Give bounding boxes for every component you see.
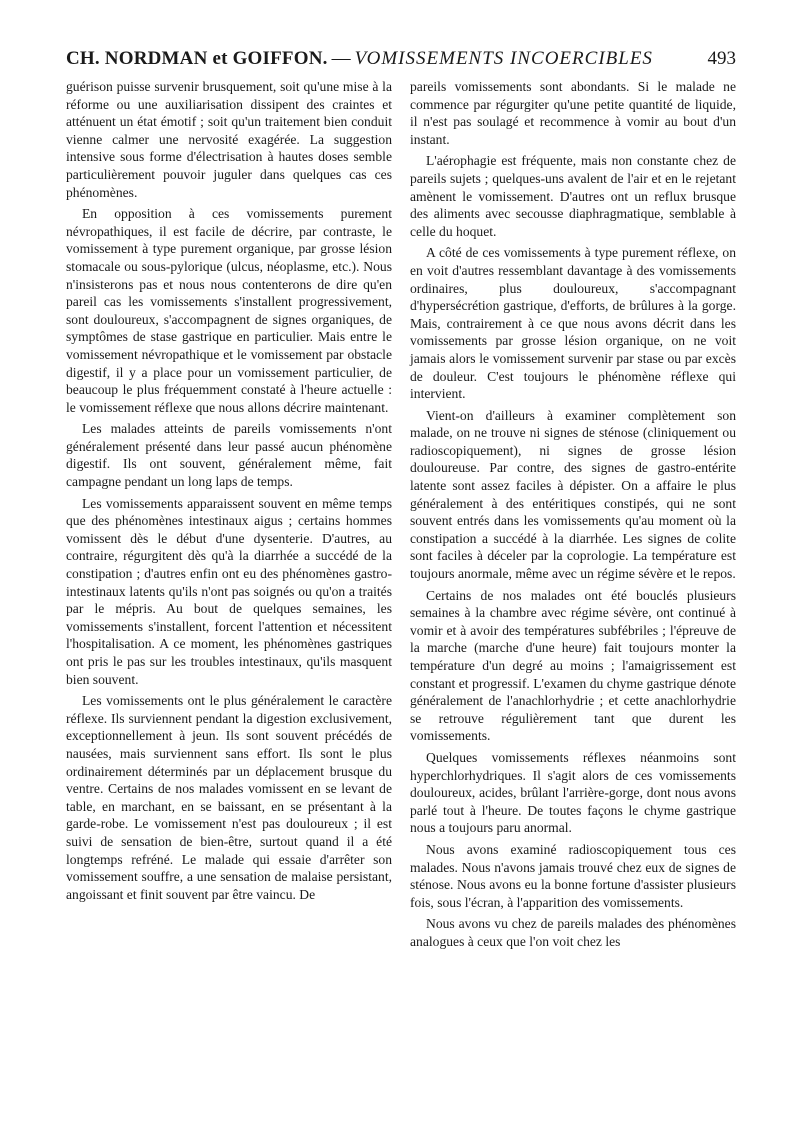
paragraph: guérison puisse survenir brusquement, soit qu'une mise à la réforme ou une auxiliarisation dissipent des craintes et atténuent un état émotif ; soit qu'un traitement bien conduit vienne calmer une nervosité exagérée. La suggestion intensive sous forme d'électrisation à hautes doses semble particulièrement pouvoir juguler dans quelques cas ces phénomènes.: [66, 79, 392, 200]
paragraph: Quelques vomissements réflexes néanmoins sont hyperchlorhydriques. Il s'agit alors de ces vomissements douloureux, acides, brûlant l'arrière-gorge, dont nous avons parlé tout à l'heure. De toutes façons le chyme gastrique nous a toujours paru anormal.: [410, 749, 736, 836]
header-separator: —: [331, 48, 351, 69]
page-number: 493: [707, 48, 736, 69]
header-title: VOMISSEMENTS INCOERCIBLES: [354, 48, 653, 69]
left-column: [66, 78, 392, 1138]
header-authors: CH. NORDMAN et GOIFFON.: [66, 48, 328, 69]
paragraph: Les malades atteints de pareils vomissements n'ont généralement présenté dans leur passé aucun phénomène digestif. Ils ont souvent, généralement même, fait campagne pendant un long laps de temps.: [66, 421, 392, 490]
paragraph: Nous avons vu chez de pareils malades des phénomènes analogues à ceux que l'on voit chez les: [410, 916, 736, 949]
right-column: [410, 78, 736, 1138]
paragraph: Les vomissements apparaissent souvent en même temps que des phénomènes intestinaux aigus ; certains hommes vomissent dès le début d'une dysenterie. D'autres, au contraire, régurgitent dès qu'à la diarrhée a succédé de la constipation ; d'autres enfin ont eu des phénomènes gastro-intestinaux latents qu'ils n'ont pas soignés ou qu'on a traités par le mépris. Au bout de quelques semaines, les vomissements s'installent, forcent l'attention et nécessitent l'hospitalisation. A ce moment, les phénomènes gastriques ont pris le pas sur les troubles intestinaux, qu'ils masquent bien souvent.: [66, 495, 392, 687]
paragraph: Vient-on d'ailleurs à examiner complètement son malade, on ne trouve ni signes de sténose (cliniquement ou radioscopiquement), ni signes de grosse lésion douloureuse. Par contre, des signes de gastro-entérite latente sont assez faciles à dépister. On a affaire le plus généralement à des entéritiques constipés, qui ne sont souvent entrés dans les vomissements qu'au moment où la constipation a succédé à la diarrhée. Les signes de colite sont faciles à déceler par la coprologie. La température est toujours anormale, même avec un régime sévère et le repos.: [410, 407, 736, 582]
paragraph: A côté de ces vomissements à type purement réflexe, on en voit d'autres ressemblant davantage à des vomissements ordinaires, plus douloureux, s'accompagnant d'hypersécrétion gastrique, d'efforts, de brûlures à la gorge. Mais, contrairement à ce que nous avons décrit dans les vomissements par grosse lésion organique, on ne voit jamais alors le vomissement survenir par stase ou par excès de douleur. C'est toujours le phénomène réflexe qui intervient.: [410, 245, 736, 402]
running-header: [66, 44, 736, 74]
paragraph: L'aérophagie est fréquente, mais non constante chez de pareils sujets ; quelques-uns avalent de l'air et en le rejetant amènent le vomissement. D'autres ont un reflux brusque des aliments avec secousse diaphragmatique, semblable à celle du hoquet.: [410, 153, 736, 239]
paragraph: En opposition à ces vomissements purement névropathiques, il est facile de décrire, par contraste, le vomissement à type purement organique, par grosse lésion stomacale ou sous-pylorique (ulcus, néoplasme, etc.). Nous n'insisterons pas et nous nous contenterons de dire qu'en pareil cas les vomissements s'installent progressivement, sont douloureux, s'accompagnent de signes organiques, de symptômes de stase gastrique en particulier. Mais entre le vomissement névropathique et le vomissement par obstacle digestif, il y a place pour un vomissement particulier, de beaucoup le plus fréquemment constaté à l'heure actuelle : le vomissement réflexe que nous allons décrire maintenant.: [66, 206, 392, 415]
paragraph: Nous avons examiné radioscopiquement tous ces malades. Nous n'avons jamais trouvé chez eux de signes de sténose. Nous avons eu la bonne fortune d'assister plusieurs fois, sous l'écran, à l'apparition des vomissements.: [410, 841, 736, 910]
paragraph: Les vomissements ont le plus généralement le caractère réflexe. Ils surviennent pendant la digestion exclusivement, exceptionnellement à jeun. Ils sont souvent précédés de nausées, mais surviennent sans effort. Ils sont le plus ordinairement déterminés par un déplacement brusque du ventre. Certains de nos malades vomissent en se levant de table, en marchant, en se baissant, en se présentant à la garde-robe. Le vomissement n'est pas douloureux ; il est suivi de sensation de bien-être, surtout quand il a été longtemps refréné. Le malade qui essaie d'arrêter son vomissement souffre, a une sensation de malaise persistant, angoissant et finit souvent par être vaincu. De: [66, 693, 392, 902]
paragraph: Certains de nos malades ont été bouclés plusieurs semaines à la chambre avec régime sévère, ont continué à vomir et à avoir des températures subfébriles ; l'épreuve de la marche (marche d'une heure) fait toujours monter la température d'un degré au moins ; l'amaigrissement est constant et progressif. L'examen du chyme gastrique dénote généralement de l'anachlorhydrie ; et cette anachlorhydrie se retrouve régulièrement tant que durent les vomissements.: [410, 587, 736, 744]
paragraph: pareils vomissements sont abondants. Si le malade ne commence par régurgiter qu'une petite quantité de liquide, il n'est pas soulagé et recommence à vomir au bout d'un instant.: [410, 79, 736, 147]
